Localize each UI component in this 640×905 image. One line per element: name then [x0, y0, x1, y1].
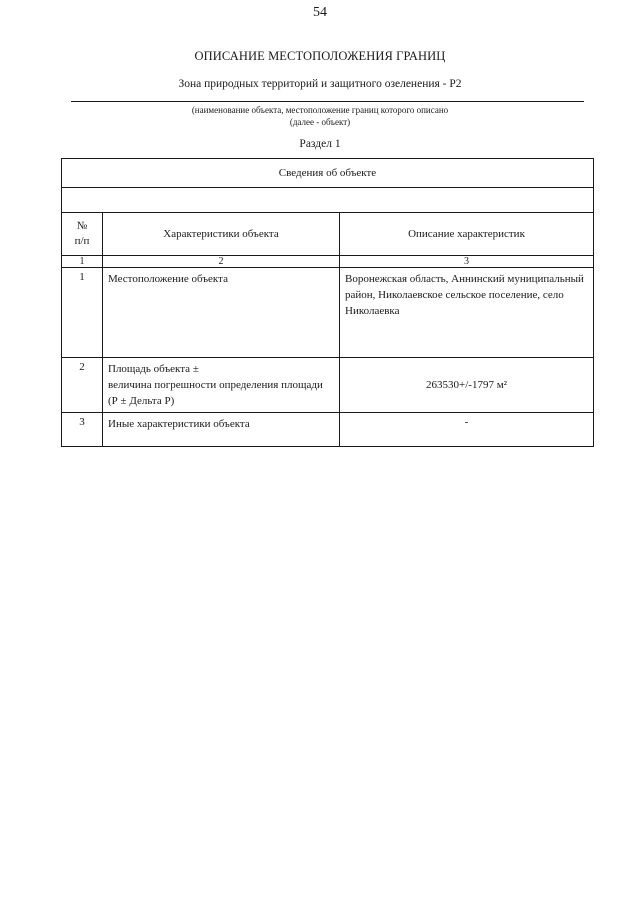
- row-description: -: [340, 413, 594, 447]
- caption-line-1: (наименование объекта, местоположение границ которого описано: [191, 105, 449, 115]
- col-header-num: № п/п: [62, 213, 103, 256]
- row-num: 3: [62, 413, 103, 447]
- document-title: ОПИСАНИЕ МЕСТОПОЛОЖЕНИЯ ГРАНИЦ: [194, 49, 446, 63]
- object-name: Зона природных территорий и защитного озеленения - Р2: [178, 78, 462, 90]
- section-title: Раздел 1: [299, 138, 341, 150]
- column-number-row: [62, 256, 594, 268]
- col-number: 1: [62, 256, 103, 268]
- col-header-description: Описание характеристик: [340, 213, 594, 256]
- table-blank-row: [62, 188, 594, 213]
- object-info-table: [61, 158, 594, 447]
- blank-cell: [62, 188, 594, 213]
- row-characteristic: Площадь объекта ± величина погрешности определения площади (Р ± Дельта Р): [103, 358, 340, 413]
- col-number: 3: [340, 256, 594, 268]
- table-row: [62, 413, 594, 447]
- col-header-characteristics: Характеристики объекта: [103, 213, 340, 256]
- row-num: 1: [62, 268, 103, 358]
- table-heading: Сведения об объекте: [62, 159, 594, 188]
- row-num: 2: [62, 358, 103, 413]
- row-description: Воронежская область, Аннинский муниципальный район, Николаевское сельское поселение, село Николаевка: [340, 268, 594, 358]
- row-characteristic: Иные характеристики объекта: [103, 413, 340, 447]
- table-header-row: [62, 213, 594, 256]
- caption-line-2: (далее - объект): [289, 117, 351, 127]
- page-number: 54: [313, 5, 327, 20]
- table-row: [62, 358, 594, 413]
- row-description: 263530+/-1797 м²: [340, 358, 594, 413]
- object-caption: [0, 104, 640, 128]
- col-number: 2: [103, 256, 340, 268]
- underline-rule: [71, 101, 584, 102]
- row-characteristic: Местоположение объекта: [103, 268, 340, 358]
- table-row: [62, 268, 594, 358]
- table-heading-row: [62, 159, 594, 188]
